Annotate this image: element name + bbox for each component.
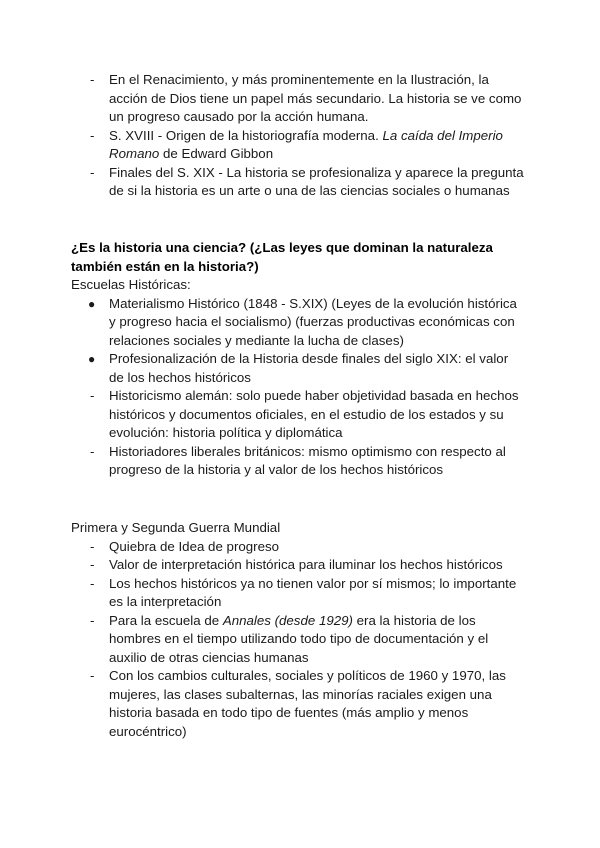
- list-item-text-end: de Edward Gibbon: [159, 146, 274, 161]
- dash-marker: -: [90, 575, 95, 591]
- list-item: [0, 667, 524, 741]
- list-item: [0, 71, 524, 127]
- book-title: La caída del Imperio Romano: [109, 127, 503, 161]
- dash-marker: -: [90, 127, 95, 143]
- subheading: Escuelas Históricas:: [71, 277, 191, 292]
- school-name: Annales (desde 1929): [222, 612, 353, 628]
- list-item-text: S. XVIII - Origen de la historiografía moderna.: [109, 127, 383, 143]
- list-item: [0, 164, 524, 201]
- list-item-text: Quiebra de Idea de progreso: [109, 538, 280, 554]
- dash-marker: -: [90, 612, 95, 628]
- bullet-marker: ●: [88, 296, 96, 311]
- list-item-text: En el Renacimiento, y más prominentemente en la Ilustración, la acción de Dios tiene un papel más secundario. La historia se ve como un progreso causado por la acción humana.: [109, 72, 522, 124]
- list-item: [0, 612, 524, 668]
- list-item: [0, 556, 524, 575]
- section-title: Primera y Segunda Guerra Mundial: [71, 520, 281, 535]
- dash-marker: -: [90, 668, 95, 683]
- list-item-text: Finales del S. XIX - La historia se profesionaliza y aparece la pregunta de si la historia es un arte o una de las ciencias sociales o humanas: [109, 164, 524, 198]
- list-item-text: Con los cambios culturales, sociales y políticos de 1960 y 1970, las mujeres, las clases subalternas, las minorías raciales exigen una historia basada en todo tipo de fuentes (más amplio y menos eurocéntrico): [109, 668, 506, 739]
- dash-marker: -: [90, 388, 95, 403]
- list-item-text: Profesionalización de la Historia desde finales del siglo XIX: el valor de los hechos históricos: [109, 351, 509, 385]
- dash-marker: -: [90, 538, 95, 554]
- list-item-text: Materialismo Histórico (1848 - S.XIX) (Leyes de la evolución histórica y progreso hacia el socialismo) (fuerzas productivas económicas con relaciones sociales y mediante la lucha de clases): [109, 295, 517, 348]
- section-ciencia: [0, 239, 600, 480]
- list-item: [0, 295, 524, 351]
- list-item-text: Historicismo alemán: solo puede haber objetividad basada en hechos históricos y documentos oficiales, en el estudio de los estados y su evolución: historia política y diplomática: [109, 388, 519, 440]
- list-item: [0, 127, 524, 164]
- dash-marker: -: [90, 164, 95, 180]
- list-item-text: Para la escuela de: [109, 612, 223, 628]
- list-item-text: Historiadores liberales británicos: mismo optimismo con respecto al progreso de la historia y al valor de los hechos históricos: [109, 443, 506, 477]
- section-heading: ¿Es la historia una ciencia? (¿Las leyes que dominan la naturaleza también están en la historia?): [71, 240, 493, 274]
- section-renacimiento: [0, 71, 600, 201]
- list-item-text: Valor de interpretación histórica para iluminar los hechos históricos: [109, 557, 503, 572]
- bullet-marker: ●: [88, 352, 96, 366]
- dash-marker: -: [90, 72, 95, 87]
- list-item: [0, 387, 524, 443]
- list-item-text: Los hechos históricos ya no tienen valor por sí mismos; lo importante es la interpretación: [109, 575, 517, 609]
- list-item-text-end: era la historia de los hombres en el tiempo utilizando todo tipo de documentación y el auxilio de otras ciencias humanas: [109, 612, 489, 665]
- list-item: [0, 575, 524, 612]
- dash-marker: -: [90, 557, 95, 572]
- dash-marker: -: [90, 443, 95, 459]
- list-item: [0, 443, 524, 480]
- list-item: [0, 350, 524, 387]
- section-guerras: [0, 519, 600, 741]
- list-item: [0, 538, 524, 557]
